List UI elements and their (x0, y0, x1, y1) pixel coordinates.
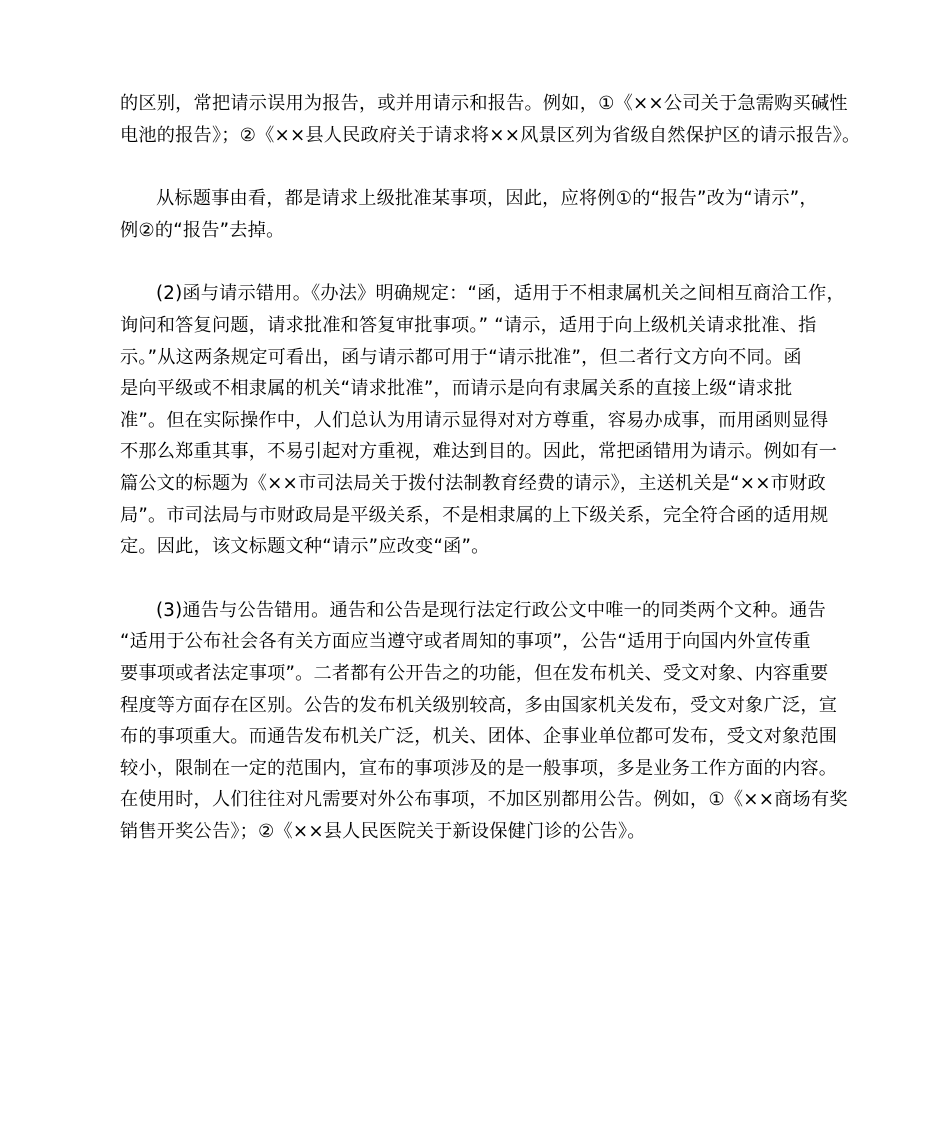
text-line: 准”。但在实际操作中，人们总认为用请示显得对对方尊重，容易办成事，而用函则显得 (120, 409, 829, 431)
text-line: 例②的“报告”去掉。 (120, 219, 285, 241)
text-line: “适用于公布社会各有关方面应当遵守或者周知的事项”，公告“适用于向国内外宣传重 (120, 631, 811, 653)
text-line: 电池的报告》；②《××县人民政府关于请求将××风景区列为省级自然保护区的请示报告》。 (120, 124, 861, 146)
paragraph-3 (120, 278, 845, 562)
text-line: 是向平级或不相隶属的机关“请求批准”，而请示是向有隶属关系的直接上级“请求批 (120, 378, 793, 400)
document-page (120, 88, 861, 847)
text-line: 程度等方面存在区别。公告的发布机关级别较高，多由国家机关发布，受文对象广泛，宣 (120, 694, 838, 716)
text-line: 在使用时，人们往往对凡需要对外公布事项，不加区别都用公告。例如，①《××商场有奖 (120, 789, 848, 811)
text-line: 要事项或者法定事项”。二者都有公开告之的功能，但在发布机关、受文对象、内容重要 (120, 662, 829, 684)
text-line: (2)函与请示错用。《办法》明确规定：“函，适用于不相隶属机关之间相互商洽工作， (156, 283, 845, 305)
text-line: 较小，限制在一定的范围内，宣布的事项涉及的是一般事项，多是业务工作方面的内容。 (120, 757, 838, 779)
text-line: 定。因此，该文标题文种“请示”应改变“函”。 (120, 536, 490, 558)
text-line: 询问和答复问题，请求批准和答复审批事项。” “请示，适用于向上级机关请求批准、指 (120, 314, 817, 336)
text-line: 布的事项重大。而通告发布机关广泛，机关、团体、企事业单位都可发布，受文对象范围 (120, 726, 838, 748)
text-line: 篇公文的标题为《××市司法局关于拨付法制教育经费的请示》，主送机关是“××市财政 (120, 472, 826, 494)
text-line: 不那么郑重其事，不易引起对方重视，难达到目的。因此，常把函错用为请示。例如有一 (120, 441, 838, 463)
text-line: 示。”从这两条规定可看出，函与请示都可用于“请示批准”，但二者行文方向不同。函 (120, 346, 802, 368)
paragraph-1 (120, 88, 861, 151)
paragraph-4 (120, 595, 848, 848)
text-line: 局”。市司法局与市财政局是平级关系，不是相隶属的上下级关系，完全符合函的适用规 (120, 504, 829, 526)
text-line: (3)通告与公告错用。通告和公告是现行法定行政公文中唯一的同类两个文种。通告 (156, 599, 826, 621)
paragraph-2 (120, 183, 832, 246)
text-line: 的区别，常把请示误用为报告，或并用请示和报告。例如，①《××公司关于急需购买碱性 (120, 93, 848, 114)
text-line: 销售开奖公告》；②《××县人民医院关于新设保健门诊的公告》。 (120, 820, 646, 842)
text-line: 从标题事由看，都是请求上级批准某事项，因此，应将例①的“报告”改为“请示”， (156, 188, 818, 210)
